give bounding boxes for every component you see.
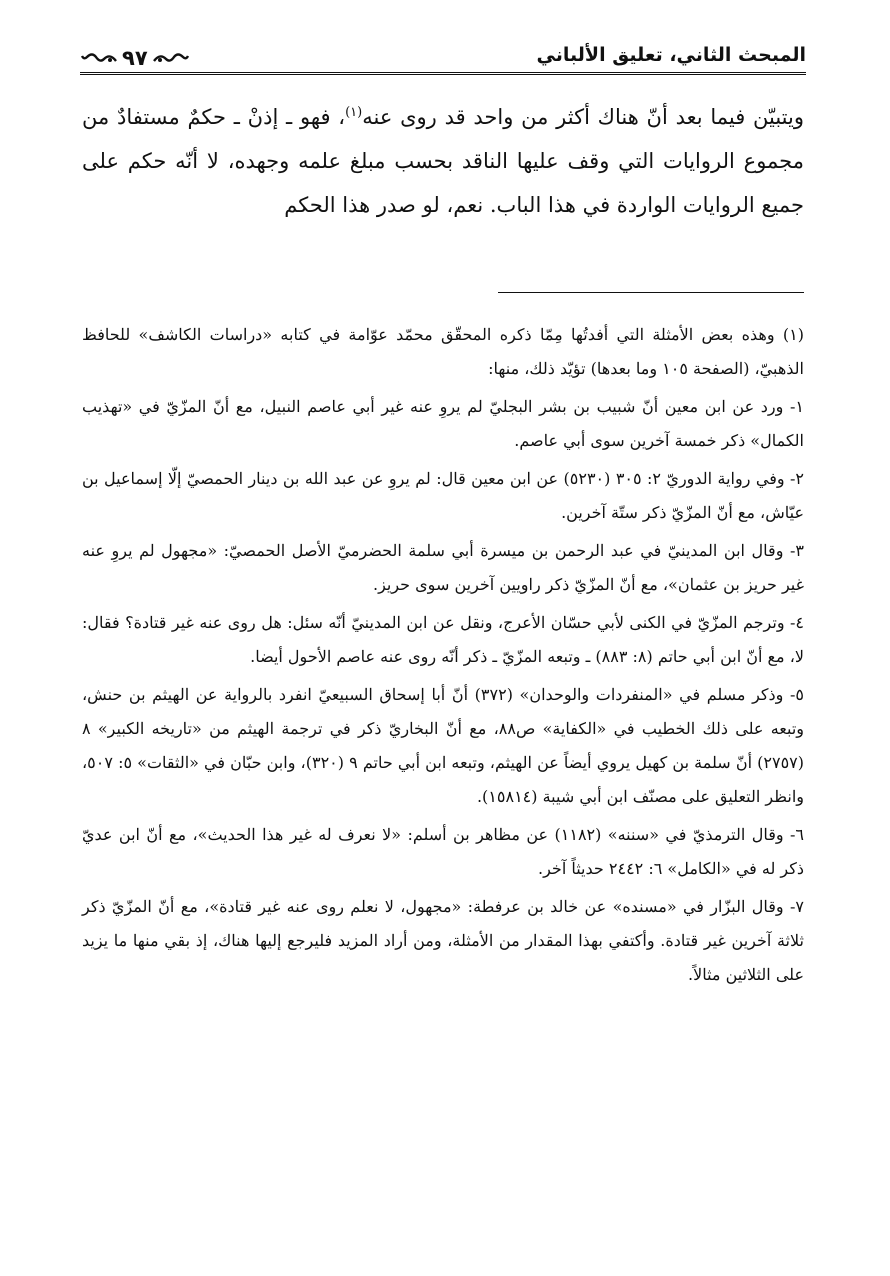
footnote-item: ٤- وترجم المزّيّ في الكنى لأبي حسّان الأعرج، ونقل عن ابن المدينيّ أنّه سئل: هل روى عنه غير قتادة؟ فقال: لا، مع أنّ ابن أبي حاتم (٨: ٨٨٣) ـ وتبعه المزّيّ ـ ذكر أنّه روى عنه عاصم الأحول أيضا. xyxy=(82,613,804,666)
footnote-reference: (١) xyxy=(345,105,363,120)
footnote-item: ١- ورد عن ابن معين أنّ شبيب بن بشر البجليّ لم يروِ عنه غير أبي عاصم النبيل، مع أنّ المزّيّ في «تهذيب الكمال» ذكر خمسة آخرين سوى أبي عاصم. xyxy=(82,397,804,450)
footnote-item: ٧- وقال البزّار في «مسنده» عن خالد بن عرفطة: «مجهول، لا نعلم روى عنه غير قتادة»، مع أنّ المزّيّ ذكر ثلاثة آخرين غير قتادة. وأكتفي بهذا المقدار من الأمثلة، ومن أراد المزيد فليرجع إليها هناك، إذ بقي منها ما يزيد على الثلاثين مثالاً. xyxy=(82,897,805,984)
footnote-separator xyxy=(498,292,804,293)
page-ornament-icon xyxy=(80,51,118,65)
main-paragraph xyxy=(82,95,804,227)
footnote-item: ٢- وفي رواية الدوريّ ٢: ٣٠٥ (٥٢٣٠) عن ابن معين قال: لم يروِ عن عبد الله بن دينار الحمصيّ إلّا إسماعيل بن عيّاش، مع أنّ المزّيّ ذكر ستّة آخرين. xyxy=(82,469,804,522)
running-title: المبحث الثاني، تعليق الألباني xyxy=(536,44,806,66)
main-text-part: ، فهو ـ إذنْ ـ حكمٌ مستفادٌ من مجموع الروايات التي وقف عليها الناقد بحسب مبلغ علمه وجهده، لا أنّه حكم على جميع الروايات الواردة في هذا الباب. نعم، لو صدر هذا الحكم xyxy=(82,105,804,217)
main-text-part: ويتبيّن فيما بعد أنّ هناك أكثر من واحد قد روى عنه xyxy=(362,105,804,129)
main-text xyxy=(82,95,804,227)
footnote-item: ٦- وقال الترمذيّ في «سننه» (١١٨٢) عن مظاهر بن أسلم: «لا نعرف له غير هذا الحديث»، مع أنّ ابن عديّ ذكر له في «الكامل» ٦: ٢٤٤٢ حديثاً آخر. xyxy=(82,825,805,878)
page-ornament-icon xyxy=(152,51,190,65)
footnote-item: ٣- وقال ابن المدينيّ في عبد الرحمن بن ميسرة أبي سلمة الحضرميّ الأصل الحمصيّ: «مجهول لم يروِ عنه غير حريز بن عثمان»، مع أنّ المزّيّ ذكر راويين آخرين سوى حريز. xyxy=(82,541,804,594)
header-rule xyxy=(80,72,806,75)
footnote xyxy=(82,318,804,996)
page-header xyxy=(80,34,806,70)
page-number: ٩٧ xyxy=(122,46,148,70)
footnote-item: ٥- وذكر مسلم في «المنفردات والوحدان» (٣٧٢) أنّ أبا إسحاق السبيعيّ انفرد بالرواية عن الهيثم بن حنش، وتبعه على ذلك الخطيب في «الكفاية» ص٨٨، مع أنّ البخاريّ ذكر في ترجمة الهيثم من «تاريخه الكبير» ٨ (٢٧٥٧) أنّ سلمة بن كهيل يروي أيضاً عن الهيثم، وتبعه ابن أبي حاتم ٩ (٣٢٠)، وابن حبّان في «الثقات» ٥: ٥٠٧، وانظر التعليق على مصنّف ابن أبي شيبة (١٥٨١٤). xyxy=(82,685,805,806)
page-number-block xyxy=(80,46,190,70)
footnote-intro: (١) وهذه بعض الأمثلة التي أفدتُها مِمّا ذكره المحقّق محمّد عوّامة في كتابه «دراسات الكاشف» للحافظ الذهبيّ، (الصفحة ١٠٥ وما بعدها) تؤيّد ذلك، منها: xyxy=(82,325,804,378)
